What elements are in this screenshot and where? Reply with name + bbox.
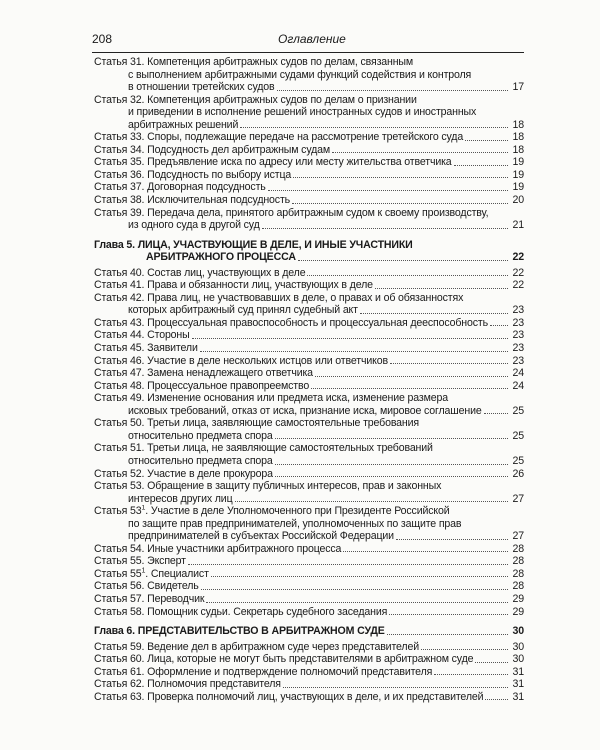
toc-entry-line: [94, 156, 524, 169]
toc-entry-line: [94, 267, 524, 280]
toc-entry-text: Статья 34. Подсудность дел арбитражным судам: [94, 143, 331, 156]
dot-leader: [315, 375, 508, 377]
toc-entry-line: [94, 430, 524, 443]
toc-entry-text: Статья 48. Процессуальное правопреемство: [94, 379, 310, 392]
toc-entry-text-part: Статья 53: [94, 505, 142, 518]
toc-entry-text: Статья 38. Исключительная подсудность: [94, 194, 291, 207]
dot-leader: [188, 563, 508, 565]
toc-chapter-entry: [94, 239, 524, 264]
toc-page-number: 30: [512, 625, 524, 638]
toc-entry-line: [94, 493, 524, 506]
toc-entry-text: Глава 6. ПРЕДСТАВИТЕЛЬСТВО В АРБИТРАЖНОМ СУДЕ: [94, 625, 385, 638]
toc-entry-line: [94, 568, 524, 581]
toc-entry-line: [94, 380, 524, 393]
toc-article-entry: [94, 169, 524, 182]
toc-entry-line: [94, 543, 524, 556]
table-of-contents: [94, 56, 524, 703]
dot-leader: [387, 633, 508, 635]
toc-entry-text-part: . Участие в деле Уполномоченного при Президенте Российской: [145, 505, 450, 518]
dot-leader: [307, 274, 508, 276]
toc-entry-text: арбитражных решений: [128, 118, 239, 131]
toc-entry-line: [94, 181, 524, 194]
dot-leader: [311, 387, 508, 389]
toc-page-number: 31: [512, 690, 524, 703]
toc-article-entry: [94, 207, 524, 232]
toc-entry-line: [94, 593, 524, 606]
toc-entry-line: [94, 417, 524, 430]
toc-page-number: 25: [512, 429, 524, 442]
toc-entry-line: [94, 468, 524, 481]
toc-entry-line: [94, 678, 524, 691]
toc-entry-line: [94, 69, 524, 82]
dot-leader: [389, 613, 508, 615]
toc-page-number: 29: [512, 605, 524, 618]
toc-article-entry: [94, 317, 524, 330]
dot-leader: [211, 575, 508, 577]
toc-page-number: 24: [512, 367, 524, 380]
toc-article-entry: [94, 292, 524, 317]
toc-entry-text: АРБИТРАЖНОГО ПРОЦЕССА: [146, 251, 296, 264]
toc-entry-text: интересов других лиц: [128, 492, 233, 505]
toc-article-entry: [94, 417, 524, 442]
toc-page-number: 23: [512, 316, 524, 329]
toc-page-number: 27: [512, 492, 524, 505]
toc-entry-text: Глава 5. ЛИЦА, УЧАСТВУЮЩИЕ В ДЕЛЕ, И ИНЫЕ УЧАСТНИКИ: [94, 238, 413, 251]
toc-entry-text: Статья 63. Проверка полномочий лиц, участвующих в деле, и их представителей: [94, 690, 484, 703]
toc-article-entry: [94, 131, 524, 144]
toc-entry-line: [94, 666, 524, 679]
toc-entry-text: Статья 40. Состав лиц, участвующих в деле: [94, 266, 306, 279]
toc-article-entry: [94, 468, 524, 481]
toc-article-entry: [94, 144, 524, 157]
toc-entry-text: Статья 36. Подсудность по выбору истца: [94, 168, 292, 181]
toc-entry-text: Статья 32. Компетенция арбитражных судов по делам о признании: [94, 93, 417, 106]
dot-leader: [454, 164, 508, 166]
toc-page-number: 30: [512, 640, 524, 653]
toc-entry-line: [94, 480, 524, 493]
toc-page-number: 27: [512, 530, 524, 543]
toc-entry-text: Статья 61. Оформление и подтверждение полномочий представителя: [94, 665, 433, 678]
dot-leader: [235, 500, 509, 502]
toc-article-entry: [94, 94, 524, 132]
toc-entry-text: Статья 56. Свидетель: [94, 580, 199, 593]
dot-leader: [485, 698, 508, 700]
toc-entry-text: с выполнением арбитражными судами функций содействия и контроля: [128, 68, 472, 81]
toc-article-entry: [94, 329, 524, 342]
toc-article-entry: [94, 442, 524, 467]
toc-article-entry: [94, 156, 524, 169]
dot-leader: [268, 189, 508, 191]
toc-article-entry: [94, 606, 524, 619]
dot-leader: [292, 202, 508, 204]
toc-entry-text: Статья 43. Процессуальная правоспособность и процессуальная дееспособность: [94, 316, 488, 329]
toc-entry-text: из одного суда в другой суд: [128, 219, 260, 232]
toc-entry-line: [94, 530, 524, 543]
dot-leader: [262, 227, 508, 229]
dot-leader: [277, 89, 508, 91]
dot-leader: [390, 362, 508, 364]
toc-article-entry: [94, 181, 524, 194]
toc-page-number: 22: [512, 279, 524, 292]
toc-page-number: 19: [512, 168, 524, 181]
toc-chapter-entry: [94, 625, 524, 638]
dot-leader: [240, 126, 508, 128]
toc-entry-line: [94, 207, 524, 220]
toc-entry-line: [94, 144, 524, 157]
toc-article-entry: [94, 593, 524, 606]
dot-leader: [283, 686, 508, 688]
toc-entry-text: Статья 41. Права и обязанности лиц, участвующих в деле: [94, 279, 373, 292]
toc-entry-text: Статья 58. Помощник судьи. Секретарь судебного заседания: [94, 605, 388, 618]
toc-entry-line: [94, 219, 524, 232]
dot-leader: [475, 661, 508, 663]
toc-article-entry: [94, 355, 524, 368]
dot-leader: [484, 412, 508, 414]
toc-entry-text: относительно предмета спора: [128, 429, 273, 442]
toc-entry-text: [94, 568, 209, 581]
toc-entry-text: Статья 31. Компетенция арбитражных судов по делам, связанным: [94, 56, 414, 68]
toc-entry-text: Статья 60. Лица, которые не могут быть представителями в арбитражном суде: [94, 653, 474, 666]
toc-page-number: 29: [512, 592, 524, 605]
toc-article-entry: [94, 641, 524, 654]
toc-entry-line: [94, 367, 524, 380]
toc-entry-line: [94, 455, 524, 468]
toc-page-number: 23: [512, 342, 524, 355]
dot-leader: [465, 139, 508, 141]
dot-leader: [396, 538, 508, 540]
toc-article-entry: [94, 380, 524, 393]
toc-entry-text: которых арбитражный суд принял судебный акт: [128, 304, 358, 317]
toc-entry-text: Статья 45. Заявители: [94, 342, 198, 355]
toc-page-number: 22: [512, 251, 524, 264]
toc-entry-text: Статья 55. Эксперт: [94, 555, 186, 568]
toc-page-number: 24: [512, 379, 524, 392]
dot-leader: [192, 337, 508, 339]
toc-entry-text: относительно предмета спора: [128, 454, 273, 467]
toc-entry-text: Статья 35. Предъявление иска по адресу или месту жительства ответчика: [94, 156, 452, 169]
toc-page-number: 20: [512, 194, 524, 207]
toc-article-entry: [94, 279, 524, 292]
toc-article-entry: [94, 678, 524, 691]
superscript-mark: 1: [141, 505, 146, 512]
toc-article-entry: [94, 555, 524, 568]
dot-leader: [275, 475, 508, 477]
toc-entry-text: Статья 42. Права лиц, не участвовавших в деле, о правах и об обязанностях: [94, 291, 464, 304]
toc-entry-text: Статья 53. Обращение в защиту публичных интересов, прав и законных: [94, 480, 442, 493]
toc-entry-line: [94, 304, 524, 317]
toc-page-number: 18: [512, 131, 524, 144]
toc-entry-text: Статья 54. Иные участники арбитражного процесса: [94, 542, 342, 555]
toc-page-number: 28: [512, 555, 524, 568]
toc-page-number: 18: [512, 143, 524, 156]
toc-entry-line: [94, 279, 524, 292]
toc-entry-line: [94, 641, 524, 654]
toc-page-number: 21: [512, 219, 524, 232]
toc-entry-line: [94, 505, 524, 518]
toc-entry-line: [94, 405, 524, 418]
toc-page-number: 31: [512, 665, 524, 678]
toc-entry-line: [94, 56, 524, 69]
superscript-mark: 1: [141, 567, 146, 575]
toc-article-entry: [94, 691, 524, 704]
page-number: 208: [92, 32, 113, 46]
toc-entry-line: [94, 691, 524, 704]
dot-leader: [293, 176, 508, 178]
toc-entry-line: [94, 131, 524, 144]
toc-page-number: 18: [512, 118, 524, 131]
toc-page-number: 28: [512, 542, 524, 555]
toc-page-number: 23: [512, 354, 524, 367]
toc-entry-text: Статья 59. Ведение дел в арбитражном суде через представителей: [94, 640, 419, 653]
toc-entry-text: предпринимателей в субъектах Российской Федерации: [128, 530, 394, 543]
toc-entry-text: [94, 505, 450, 517]
toc-entry-line: [94, 518, 524, 531]
toc-page-number: 28: [512, 580, 524, 593]
toc-entry-line: [94, 94, 524, 107]
toc-entry-text: Статья 47. Замена ненадлежащего ответчика: [94, 367, 313, 380]
toc-entry-line: [94, 194, 524, 207]
toc-page-number: 22: [512, 266, 524, 279]
toc-entry-line: [94, 580, 524, 593]
dot-leader: [275, 437, 508, 439]
toc-article-entry: [94, 568, 524, 581]
toc-article-entry: [94, 342, 524, 355]
toc-entry-line: [94, 81, 524, 94]
toc-article-entry: [94, 392, 524, 417]
toc-entry-text: Статья 37. Договорная подсудность: [94, 181, 266, 194]
toc-entry-line: [94, 653, 524, 666]
toc-entry-line: [94, 251, 524, 264]
dot-leader: [200, 350, 508, 352]
toc-entry-text: в отношении третейских судов: [128, 81, 275, 94]
toc-page-number: 23: [512, 329, 524, 342]
toc-entry-text: Статья 33. Споры, подлежащие передаче на рассмотрение третейского суда: [94, 131, 464, 144]
dot-leader: [421, 648, 508, 650]
toc-entry-text: Статья 46. Участие в деле нескольких истцов или ответчиков: [94, 354, 388, 367]
toc-entry-text: Статья 44. Стороны: [94, 329, 190, 342]
toc-entry-line: [94, 606, 524, 619]
toc-entry-text: Статья 49. Изменение основания или предмета иска, изменение размера: [94, 392, 448, 405]
toc-page-number: 25: [512, 404, 524, 417]
toc-article-entry: [94, 580, 524, 593]
toc-article-entry: [94, 56, 524, 94]
toc-entry-line: [94, 442, 524, 455]
toc-entry-line: [94, 119, 524, 132]
toc-entry-text: Статья 50. Третьи лица, заявляющие самостоятельные требования: [94, 417, 419, 430]
dot-leader: [343, 550, 508, 552]
dot-leader: [434, 673, 508, 675]
toc-article-entry: [94, 367, 524, 380]
toc-article-entry: [94, 666, 524, 679]
toc-entry-text: по защите прав предпринимателей, уполномоченных по защите прав: [128, 517, 462, 530]
toc-article-entry: [94, 653, 524, 666]
toc-entry-text-part: Статья 55: [94, 567, 142, 580]
running-title: Оглавление: [278, 32, 346, 46]
toc-article-entry: [94, 480, 524, 505]
toc-entry-text: исковых требований, отказ от иска, признание иска, мировое соглашение: [128, 404, 482, 417]
dot-leader: [206, 601, 508, 603]
dot-leader: [298, 259, 508, 261]
toc-entry-line: [94, 329, 524, 342]
toc-entry-line: [94, 355, 524, 368]
toc-page-number: 26: [512, 467, 524, 480]
toc-page-number: 31: [512, 678, 524, 691]
toc-entry-line: [94, 342, 524, 355]
dot-leader: [375, 287, 508, 289]
toc-entry-line: [94, 625, 524, 638]
toc-entry-line: [94, 392, 524, 405]
toc-entry-text: Статья 51. Третьи лица, не заявляющие самостоятельных требований: [94, 442, 433, 455]
toc-entry-text: Статья 62. Полномочия представителя: [94, 678, 281, 691]
toc-article-entry: [94, 194, 524, 207]
toc-article-entry: [94, 505, 524, 543]
toc-article-entry: [94, 543, 524, 556]
toc-page-number: 28: [512, 567, 524, 580]
dot-leader: [360, 312, 508, 314]
toc-page-number: 25: [512, 454, 524, 467]
toc-entry-text-part: . Специалист: [145, 567, 209, 580]
toc-entry-line: [94, 292, 524, 305]
toc-entry-line: [94, 106, 524, 119]
toc-entry-line: [94, 555, 524, 568]
toc-page-number: 30: [512, 653, 524, 666]
toc-entry-text: Статья 52. Участие в деле прокурора: [94, 467, 273, 480]
dot-leader: [332, 151, 508, 153]
toc-page-number: 19: [512, 181, 524, 194]
dot-leader: [490, 324, 508, 326]
toc-page-number: 17: [512, 81, 524, 94]
toc-article-entry: [94, 267, 524, 280]
toc-entry-line: [94, 317, 524, 330]
toc-entry-text: Статья 57. Переводчик: [94, 592, 205, 605]
toc-page-number: 23: [512, 304, 524, 317]
toc-entry-text: и приведении в исполнение решений иностранных судов и иностранных: [128, 106, 477, 119]
toc-entry-line: [94, 239, 524, 252]
dot-leader: [201, 588, 508, 590]
page-header: [92, 30, 524, 53]
toc-entry-text: Статья 39. Передача дела, принятого арбитражным судом к своему производству,: [94, 206, 489, 219]
toc-entry-line: [94, 169, 524, 182]
dot-leader: [275, 463, 508, 465]
toc-page-number: 19: [512, 156, 524, 169]
